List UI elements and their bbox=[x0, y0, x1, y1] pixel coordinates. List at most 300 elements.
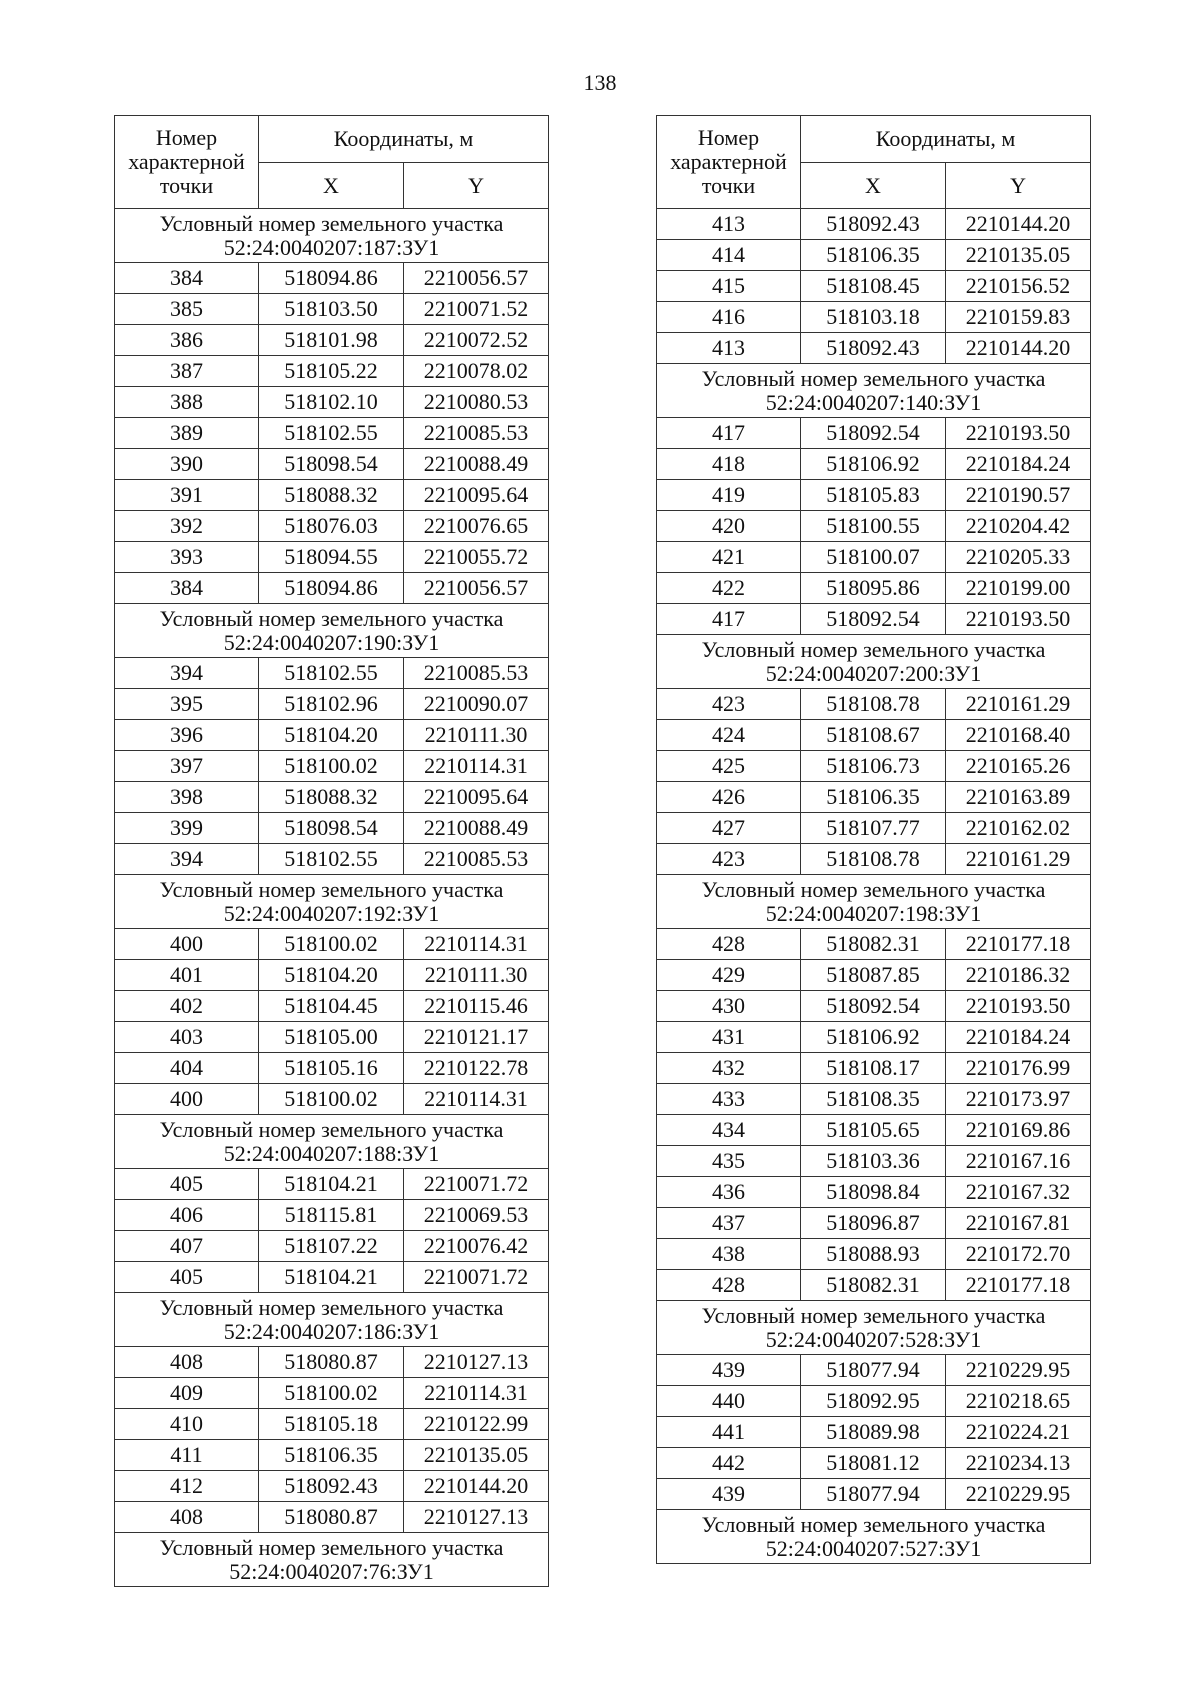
table-body-left bbox=[115, 209, 549, 1587]
y-coordinate-cell: 2210234.13 bbox=[946, 1448, 1091, 1479]
table-row bbox=[115, 658, 549, 689]
table-row bbox=[115, 1084, 549, 1115]
table-row bbox=[657, 449, 1091, 480]
table-row bbox=[657, 1208, 1091, 1239]
point-number-cell: 414 bbox=[657, 240, 801, 271]
point-number-cell: 401 bbox=[115, 960, 259, 991]
y-coordinate-cell: 2210177.18 bbox=[946, 1270, 1091, 1301]
point-number-cell: 423 bbox=[657, 844, 801, 875]
table-row bbox=[657, 480, 1091, 511]
x-coordinate-cell: 518106.35 bbox=[259, 1440, 404, 1471]
table-row bbox=[657, 751, 1091, 782]
table-row bbox=[115, 960, 549, 991]
y-coordinate-cell: 2210199.00 bbox=[946, 573, 1091, 604]
point-number-cell: 433 bbox=[657, 1084, 801, 1115]
y-coordinate-cell: 2210072.52 bbox=[404, 325, 549, 356]
table-row bbox=[657, 542, 1091, 573]
y-coordinate-cell: 2210177.18 bbox=[946, 929, 1091, 960]
y-coordinate-cell: 2210193.50 bbox=[946, 991, 1091, 1022]
parcel-title: Условный номер земельного участка 52:24:0040207:528:ЗУ1 bbox=[657, 1301, 1091, 1355]
y-coordinate-cell: 2210176.99 bbox=[946, 1053, 1091, 1084]
table-row bbox=[657, 1022, 1091, 1053]
x-coordinate-cell: 518104.21 bbox=[259, 1169, 404, 1200]
header-x: X bbox=[259, 163, 404, 209]
section-row bbox=[657, 875, 1091, 929]
point-number-cell: 419 bbox=[657, 480, 801, 511]
y-coordinate-cell: 2210111.30 bbox=[404, 720, 549, 751]
x-coordinate-cell: 518098.54 bbox=[259, 449, 404, 480]
y-coordinate-cell: 2210204.42 bbox=[946, 511, 1091, 542]
point-number-cell: 404 bbox=[115, 1053, 259, 1084]
point-number-cell: 392 bbox=[115, 511, 259, 542]
x-coordinate-cell: 518108.17 bbox=[801, 1053, 946, 1084]
x-coordinate-cell: 518081.12 bbox=[801, 1448, 946, 1479]
table-row bbox=[657, 844, 1091, 875]
table-row bbox=[115, 751, 549, 782]
y-coordinate-cell: 2210114.31 bbox=[404, 1378, 549, 1409]
table-row bbox=[115, 929, 549, 960]
header-x: X bbox=[801, 163, 946, 209]
table-row bbox=[657, 1146, 1091, 1177]
point-number-cell: 435 bbox=[657, 1146, 801, 1177]
y-coordinate-cell: 2210224.21 bbox=[946, 1417, 1091, 1448]
x-coordinate-cell: 518098.54 bbox=[259, 813, 404, 844]
section-row bbox=[115, 1115, 549, 1169]
y-coordinate-cell: 2210169.86 bbox=[946, 1115, 1091, 1146]
table-row bbox=[657, 240, 1091, 271]
y-coordinate-cell: 2210088.49 bbox=[404, 449, 549, 480]
point-number-cell: 440 bbox=[657, 1386, 801, 1417]
point-number-cell: 413 bbox=[657, 333, 801, 364]
point-number-cell: 417 bbox=[657, 604, 801, 635]
table-row bbox=[115, 480, 549, 511]
y-coordinate-cell: 2210193.50 bbox=[946, 604, 1091, 635]
y-coordinate-cell: 2210135.05 bbox=[404, 1440, 549, 1471]
x-coordinate-cell: 518088.93 bbox=[801, 1239, 946, 1270]
y-coordinate-cell: 2210095.64 bbox=[404, 480, 549, 511]
x-coordinate-cell: 518088.32 bbox=[259, 782, 404, 813]
table-row bbox=[115, 782, 549, 813]
point-number-cell: 410 bbox=[115, 1409, 259, 1440]
point-number-cell: 393 bbox=[115, 542, 259, 573]
section-row bbox=[657, 1510, 1091, 1564]
table-row bbox=[115, 991, 549, 1022]
x-coordinate-cell: 518082.31 bbox=[801, 1270, 946, 1301]
table-row bbox=[657, 929, 1091, 960]
y-coordinate-cell: 2210121.17 bbox=[404, 1022, 549, 1053]
table-row bbox=[115, 689, 549, 720]
y-coordinate-cell: 2210144.20 bbox=[946, 209, 1091, 240]
x-coordinate-cell: 518092.54 bbox=[801, 418, 946, 449]
y-coordinate-cell: 2210135.05 bbox=[946, 240, 1091, 271]
y-coordinate-cell: 2210144.20 bbox=[946, 333, 1091, 364]
y-coordinate-cell: 2210162.02 bbox=[946, 813, 1091, 844]
y-coordinate-cell: 2210159.83 bbox=[946, 302, 1091, 333]
x-coordinate-cell: 518106.35 bbox=[801, 240, 946, 271]
table-row bbox=[115, 1169, 549, 1200]
point-number-cell: 390 bbox=[115, 449, 259, 480]
parcel-title: Условный номер земельного участка 52:24:0040207:190:ЗУ1 bbox=[115, 604, 549, 658]
table-row bbox=[115, 1347, 549, 1378]
header-coordinates: Координаты, м bbox=[259, 116, 549, 163]
x-coordinate-cell: 518092.43 bbox=[801, 333, 946, 364]
point-number-cell: 416 bbox=[657, 302, 801, 333]
point-number-cell: 389 bbox=[115, 418, 259, 449]
y-coordinate-cell: 2210168.40 bbox=[946, 720, 1091, 751]
y-coordinate-cell: 2210090.07 bbox=[404, 689, 549, 720]
x-coordinate-cell: 518105.22 bbox=[259, 356, 404, 387]
table-row bbox=[657, 1479, 1091, 1510]
point-number-cell: 400 bbox=[115, 1084, 259, 1115]
point-number-cell: 417 bbox=[657, 418, 801, 449]
y-coordinate-cell: 2210184.24 bbox=[946, 449, 1091, 480]
x-coordinate-cell: 518088.32 bbox=[259, 480, 404, 511]
x-coordinate-cell: 518104.20 bbox=[259, 720, 404, 751]
table-row bbox=[657, 1386, 1091, 1417]
point-number-cell: 439 bbox=[657, 1479, 801, 1510]
table-row bbox=[657, 1115, 1091, 1146]
point-number-cell: 405 bbox=[115, 1262, 259, 1293]
parcel-title: Условный номер земельного участка 52:24:0040207:198:ЗУ1 bbox=[657, 875, 1091, 929]
table-row bbox=[657, 960, 1091, 991]
table-row bbox=[657, 271, 1091, 302]
x-coordinate-cell: 518105.16 bbox=[259, 1053, 404, 1084]
table-row bbox=[657, 1053, 1091, 1084]
table-row bbox=[115, 356, 549, 387]
parcel-title: Условный номер земельного участка 52:24:0040207:192:ЗУ1 bbox=[115, 875, 549, 929]
x-coordinate-cell: 518089.98 bbox=[801, 1417, 946, 1448]
table-row bbox=[115, 1471, 549, 1502]
x-coordinate-cell: 518100.02 bbox=[259, 1084, 404, 1115]
table-row bbox=[657, 209, 1091, 240]
table-row bbox=[115, 418, 549, 449]
table-row bbox=[657, 813, 1091, 844]
table-row bbox=[115, 1262, 549, 1293]
y-coordinate-cell: 2210055.72 bbox=[404, 542, 549, 573]
y-coordinate-cell: 2210085.53 bbox=[404, 844, 549, 875]
x-coordinate-cell: 518106.73 bbox=[801, 751, 946, 782]
point-number-cell: 442 bbox=[657, 1448, 801, 1479]
x-coordinate-cell: 518104.21 bbox=[259, 1262, 404, 1293]
table-row bbox=[657, 418, 1091, 449]
y-coordinate-cell: 2210190.57 bbox=[946, 480, 1091, 511]
y-coordinate-cell: 2210229.95 bbox=[946, 1479, 1091, 1510]
y-coordinate-cell: 2210111.30 bbox=[404, 960, 549, 991]
section-row bbox=[657, 635, 1091, 689]
point-number-cell: 384 bbox=[115, 573, 259, 604]
coordinates-table-right bbox=[656, 115, 1091, 1564]
x-coordinate-cell: 518104.20 bbox=[259, 960, 404, 991]
point-number-cell: 439 bbox=[657, 1355, 801, 1386]
point-number-cell: 388 bbox=[115, 387, 259, 418]
point-number-cell: 394 bbox=[115, 658, 259, 689]
table-row bbox=[657, 302, 1091, 333]
point-number-cell: 427 bbox=[657, 813, 801, 844]
point-number-cell: 411 bbox=[115, 1440, 259, 1471]
table-row bbox=[657, 720, 1091, 751]
x-coordinate-cell: 518077.94 bbox=[801, 1355, 946, 1386]
y-coordinate-cell: 2210056.57 bbox=[404, 573, 549, 604]
section-row bbox=[657, 1301, 1091, 1355]
table-row bbox=[115, 1378, 549, 1409]
table-row bbox=[115, 263, 549, 294]
parcel-title: Условный номер земельного участка 52:24:0040207:187:ЗУ1 bbox=[115, 209, 549, 263]
section-row bbox=[115, 209, 549, 263]
x-coordinate-cell: 518077.94 bbox=[801, 1479, 946, 1510]
point-number-cell: 430 bbox=[657, 991, 801, 1022]
x-coordinate-cell: 518106.35 bbox=[801, 782, 946, 813]
x-coordinate-cell: 518102.55 bbox=[259, 658, 404, 689]
point-number-cell: 428 bbox=[657, 929, 801, 960]
header-point-number: Номер характерной точки bbox=[115, 116, 259, 209]
point-number-cell: 399 bbox=[115, 813, 259, 844]
x-coordinate-cell: 518105.00 bbox=[259, 1022, 404, 1053]
y-coordinate-cell: 2210193.50 bbox=[946, 418, 1091, 449]
table-row bbox=[115, 511, 549, 542]
y-coordinate-cell: 2210114.31 bbox=[404, 751, 549, 782]
point-number-cell: 415 bbox=[657, 271, 801, 302]
y-coordinate-cell: 2210184.24 bbox=[946, 1022, 1091, 1053]
point-number-cell: 432 bbox=[657, 1053, 801, 1084]
point-number-cell: 422 bbox=[657, 573, 801, 604]
point-number-cell: 409 bbox=[115, 1378, 259, 1409]
x-coordinate-cell: 518101.98 bbox=[259, 325, 404, 356]
point-number-cell: 408 bbox=[115, 1502, 259, 1533]
x-coordinate-cell: 518108.45 bbox=[801, 271, 946, 302]
x-coordinate-cell: 518092.54 bbox=[801, 604, 946, 635]
x-coordinate-cell: 518100.07 bbox=[801, 542, 946, 573]
y-coordinate-cell: 2210163.89 bbox=[946, 782, 1091, 813]
point-number-cell: 384 bbox=[115, 263, 259, 294]
y-coordinate-cell: 2210088.49 bbox=[404, 813, 549, 844]
point-number-cell: 418 bbox=[657, 449, 801, 480]
parcel-title: Условный номер земельного участка 52:24:0040207:527:ЗУ1 bbox=[657, 1510, 1091, 1564]
table-row bbox=[657, 1177, 1091, 1208]
table-row bbox=[657, 1239, 1091, 1270]
point-number-cell: 397 bbox=[115, 751, 259, 782]
y-coordinate-cell: 2210186.32 bbox=[946, 960, 1091, 991]
point-number-cell: 387 bbox=[115, 356, 259, 387]
x-coordinate-cell: 518103.36 bbox=[801, 1146, 946, 1177]
point-number-cell: 394 bbox=[115, 844, 259, 875]
y-coordinate-cell: 2210167.81 bbox=[946, 1208, 1091, 1239]
y-coordinate-cell: 2210069.53 bbox=[404, 1200, 549, 1231]
table-row bbox=[115, 573, 549, 604]
x-coordinate-cell: 518092.43 bbox=[801, 209, 946, 240]
point-number-cell: 412 bbox=[115, 1471, 259, 1502]
y-coordinate-cell: 2210167.16 bbox=[946, 1146, 1091, 1177]
y-coordinate-cell: 2210218.65 bbox=[946, 1386, 1091, 1417]
y-coordinate-cell: 2210071.72 bbox=[404, 1262, 549, 1293]
point-number-cell: 405 bbox=[115, 1169, 259, 1200]
point-number-cell: 413 bbox=[657, 209, 801, 240]
y-coordinate-cell: 2210156.52 bbox=[946, 271, 1091, 302]
x-coordinate-cell: 518102.55 bbox=[259, 418, 404, 449]
y-coordinate-cell: 2210114.31 bbox=[404, 1084, 549, 1115]
point-number-cell: 420 bbox=[657, 511, 801, 542]
table-row bbox=[657, 1270, 1091, 1301]
point-number-cell: 429 bbox=[657, 960, 801, 991]
table-row bbox=[657, 1448, 1091, 1479]
point-number-cell: 391 bbox=[115, 480, 259, 511]
table-row bbox=[115, 387, 549, 418]
x-coordinate-cell: 518102.55 bbox=[259, 844, 404, 875]
section-row bbox=[115, 1533, 549, 1587]
y-coordinate-cell: 2210144.20 bbox=[404, 1471, 549, 1502]
section-row bbox=[115, 875, 549, 929]
header-coordinates: Координаты, м bbox=[801, 116, 1091, 163]
section-row bbox=[657, 364, 1091, 418]
x-coordinate-cell: 518098.84 bbox=[801, 1177, 946, 1208]
x-coordinate-cell: 518094.86 bbox=[259, 573, 404, 604]
point-number-cell: 423 bbox=[657, 689, 801, 720]
page-number: 138 bbox=[583, 70, 617, 95]
point-number-cell: 407 bbox=[115, 1231, 259, 1262]
table-row bbox=[657, 511, 1091, 542]
x-coordinate-cell: 518106.92 bbox=[801, 1022, 946, 1053]
section-row bbox=[115, 1293, 549, 1347]
table-row bbox=[657, 573, 1091, 604]
table-row bbox=[115, 1231, 549, 1262]
table-row bbox=[115, 1502, 549, 1533]
x-coordinate-cell: 518092.54 bbox=[801, 991, 946, 1022]
x-coordinate-cell: 518107.22 bbox=[259, 1231, 404, 1262]
y-coordinate-cell: 2210078.02 bbox=[404, 356, 549, 387]
x-coordinate-cell: 518103.50 bbox=[259, 294, 404, 325]
y-coordinate-cell: 2210076.65 bbox=[404, 511, 549, 542]
y-coordinate-cell: 2210095.64 bbox=[404, 782, 549, 813]
x-coordinate-cell: 518100.02 bbox=[259, 751, 404, 782]
table-row bbox=[115, 813, 549, 844]
point-number-cell: 425 bbox=[657, 751, 801, 782]
y-coordinate-cell: 2210172.70 bbox=[946, 1239, 1091, 1270]
y-coordinate-cell: 2210161.29 bbox=[946, 689, 1091, 720]
x-coordinate-cell: 518108.35 bbox=[801, 1084, 946, 1115]
x-coordinate-cell: 518092.95 bbox=[801, 1386, 946, 1417]
point-number-cell: 406 bbox=[115, 1200, 259, 1231]
x-coordinate-cell: 518115.81 bbox=[259, 1200, 404, 1231]
table-row bbox=[115, 542, 549, 573]
point-number-cell: 398 bbox=[115, 782, 259, 813]
y-coordinate-cell: 2210229.95 bbox=[946, 1355, 1091, 1386]
table-row bbox=[115, 325, 549, 356]
point-number-cell: 424 bbox=[657, 720, 801, 751]
point-number-cell: 421 bbox=[657, 542, 801, 573]
x-coordinate-cell: 518102.10 bbox=[259, 387, 404, 418]
point-number-cell: 385 bbox=[115, 294, 259, 325]
table-row bbox=[115, 1200, 549, 1231]
y-coordinate-cell: 2210173.97 bbox=[946, 1084, 1091, 1115]
table-row bbox=[115, 294, 549, 325]
x-coordinate-cell: 518100.55 bbox=[801, 511, 946, 542]
y-coordinate-cell: 2210076.42 bbox=[404, 1231, 549, 1262]
x-coordinate-cell: 518095.86 bbox=[801, 573, 946, 604]
y-coordinate-cell: 2210122.99 bbox=[404, 1409, 549, 1440]
x-coordinate-cell: 518080.87 bbox=[259, 1502, 404, 1533]
header-point-number: Номер характерной точки bbox=[657, 116, 801, 209]
x-coordinate-cell: 518080.87 bbox=[259, 1347, 404, 1378]
header-y: Y bbox=[946, 163, 1091, 209]
x-coordinate-cell: 518087.85 bbox=[801, 960, 946, 991]
x-coordinate-cell: 518094.55 bbox=[259, 542, 404, 573]
parcel-title: Условный номер земельного участка 52:24:0040207:186:ЗУ1 bbox=[115, 1293, 549, 1347]
table-row bbox=[115, 844, 549, 875]
section-row bbox=[115, 604, 549, 658]
table-row bbox=[657, 1084, 1091, 1115]
y-coordinate-cell: 2210165.26 bbox=[946, 751, 1091, 782]
x-coordinate-cell: 518082.31 bbox=[801, 929, 946, 960]
y-coordinate-cell: 2210085.53 bbox=[404, 658, 549, 689]
parcel-title: Условный номер земельного участка 52:24:0040207:188:ЗУ1 bbox=[115, 1115, 549, 1169]
x-coordinate-cell: 518100.02 bbox=[259, 1378, 404, 1409]
y-coordinate-cell: 2210205.33 bbox=[946, 542, 1091, 573]
point-number-cell: 426 bbox=[657, 782, 801, 813]
x-coordinate-cell: 518076.03 bbox=[259, 511, 404, 542]
x-coordinate-cell: 518096.87 bbox=[801, 1208, 946, 1239]
point-number-cell: 436 bbox=[657, 1177, 801, 1208]
table-row bbox=[657, 333, 1091, 364]
point-number-cell: 438 bbox=[657, 1239, 801, 1270]
y-coordinate-cell: 2210127.13 bbox=[404, 1502, 549, 1533]
point-number-cell: 400 bbox=[115, 929, 259, 960]
point-number-cell: 395 bbox=[115, 689, 259, 720]
point-number-cell: 431 bbox=[657, 1022, 801, 1053]
table-row bbox=[657, 1355, 1091, 1386]
y-coordinate-cell: 2210122.78 bbox=[404, 1053, 549, 1084]
x-coordinate-cell: 518106.92 bbox=[801, 449, 946, 480]
y-coordinate-cell: 2210071.52 bbox=[404, 294, 549, 325]
table-row bbox=[657, 782, 1091, 813]
y-coordinate-cell: 2210115.46 bbox=[404, 991, 549, 1022]
x-coordinate-cell: 518107.77 bbox=[801, 813, 946, 844]
parcel-title: Условный номер земельного участка 52:24:0040207:200:ЗУ1 bbox=[657, 635, 1091, 689]
point-number-cell: 386 bbox=[115, 325, 259, 356]
y-coordinate-cell: 2210167.32 bbox=[946, 1177, 1091, 1208]
table-row bbox=[115, 1440, 549, 1471]
table-row bbox=[115, 1409, 549, 1440]
y-coordinate-cell: 2210114.31 bbox=[404, 929, 549, 960]
point-number-cell: 403 bbox=[115, 1022, 259, 1053]
table-row bbox=[657, 1417, 1091, 1448]
table-row bbox=[657, 689, 1091, 720]
x-coordinate-cell: 518103.18 bbox=[801, 302, 946, 333]
x-coordinate-cell: 518100.02 bbox=[259, 929, 404, 960]
y-coordinate-cell: 2210071.72 bbox=[404, 1169, 549, 1200]
parcel-title: Условный номер земельного участка 52:24:0040207:140:ЗУ1 bbox=[657, 364, 1091, 418]
x-coordinate-cell: 518092.43 bbox=[259, 1471, 404, 1502]
point-number-cell: 434 bbox=[657, 1115, 801, 1146]
point-number-cell: 402 bbox=[115, 991, 259, 1022]
x-coordinate-cell: 518108.67 bbox=[801, 720, 946, 751]
point-number-cell: 441 bbox=[657, 1417, 801, 1448]
x-coordinate-cell: 518102.96 bbox=[259, 689, 404, 720]
table-row bbox=[657, 991, 1091, 1022]
y-coordinate-cell: 2210085.53 bbox=[404, 418, 549, 449]
y-coordinate-cell: 2210161.29 bbox=[946, 844, 1091, 875]
table-row bbox=[657, 604, 1091, 635]
point-number-cell: 396 bbox=[115, 720, 259, 751]
table-row bbox=[115, 449, 549, 480]
parcel-title: Условный номер земельного участка 52:24:0040207:76:ЗУ1 bbox=[115, 1533, 549, 1587]
coordinates-table-left bbox=[114, 115, 549, 1587]
x-coordinate-cell: 518105.65 bbox=[801, 1115, 946, 1146]
point-number-cell: 428 bbox=[657, 1270, 801, 1301]
table-row bbox=[115, 1053, 549, 1084]
y-coordinate-cell: 2210080.53 bbox=[404, 387, 549, 418]
x-coordinate-cell: 518094.86 bbox=[259, 263, 404, 294]
table-body-right bbox=[657, 209, 1091, 1564]
x-coordinate-cell: 518105.18 bbox=[259, 1409, 404, 1440]
